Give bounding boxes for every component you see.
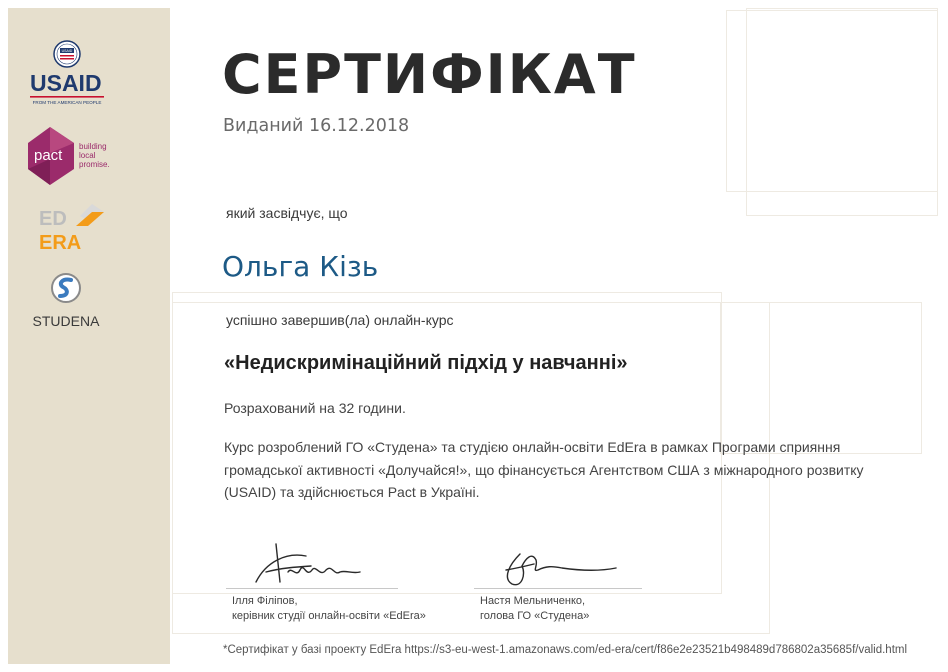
usaid-logo-icon	[8, 40, 170, 110]
signature-2-name: Настя Мельниченко,	[480, 595, 586, 607]
usaid-wordmark: USAID	[30, 70, 102, 96]
course-title: «Недискримінаційний підхід у навчанні»	[224, 352, 628, 374]
issue-date: Виданий 16.12.2018	[223, 116, 410, 136]
decorative-frame	[746, 8, 938, 216]
usaid-tagline: FROM THE AMERICAN PEOPLE	[32, 100, 102, 105]
recipient-name: Ольга Кізь	[222, 250, 379, 283]
signature-1-caption	[232, 594, 426, 623]
verification-footer: *Сертифікат у базі проекту EdEra https://s3-eu-west-1.amazonaws.com/ed-era/cert/f86e2e23521b498489d786802a35685f/valid.html	[223, 644, 908, 656]
signature-2-role: голова ГО «Студена»	[480, 609, 590, 622]
edera-wordmark-top: ED	[39, 208, 67, 230]
edera-wordmark-bottom: ERA	[39, 232, 82, 254]
usaid-logo	[8, 40, 170, 110]
signature-1-image	[236, 542, 386, 592]
course-description: Курс розроблений ГО «Студена» та студією онлайн-освіти EdEra в рамках Програми сприяння громадської активності «Долучайся!», що фінансується Агентством США з міжнародного розвитку (USAID) та здійснюється Pact в Україні.	[224, 439, 864, 500]
pact-tagline-1: building	[79, 142, 107, 151]
logo-sidebar	[8, 8, 170, 664]
edera-logo-icon	[8, 198, 170, 258]
pact-tagline-2: local	[79, 151, 96, 160]
signature-2-caption	[480, 594, 589, 623]
studena-logo	[8, 271, 170, 333]
usaid-seal-text: USAID	[61, 49, 73, 53]
course-hours: Розрахований на 32 години.	[224, 400, 406, 416]
decorative-frame	[720, 302, 922, 454]
studena-wordmark: STUDENA	[32, 313, 100, 329]
pact-logo	[8, 123, 170, 187]
signature-2-image	[492, 544, 642, 594]
signature-1-role: керівник студії онлайн-освіти «EdEra»	[232, 609, 426, 622]
studena-logo-icon	[8, 271, 170, 333]
certificate-title: СЕРТИФІКАТ	[222, 43, 637, 106]
completed-label: успішно завершив(ла) онлайн-курс	[226, 312, 454, 328]
signature-1-line	[226, 588, 398, 589]
signature-2-line	[474, 588, 642, 589]
edera-logo	[8, 198, 170, 258]
pact-tagline-3: promise.	[79, 160, 110, 169]
pact-logo-icon	[8, 123, 170, 187]
certifies-label: який засвідчує, що	[226, 205, 348, 221]
pact-wordmark: pact	[34, 147, 63, 164]
signature-1-name: Ілля Філіпов,	[232, 595, 298, 607]
